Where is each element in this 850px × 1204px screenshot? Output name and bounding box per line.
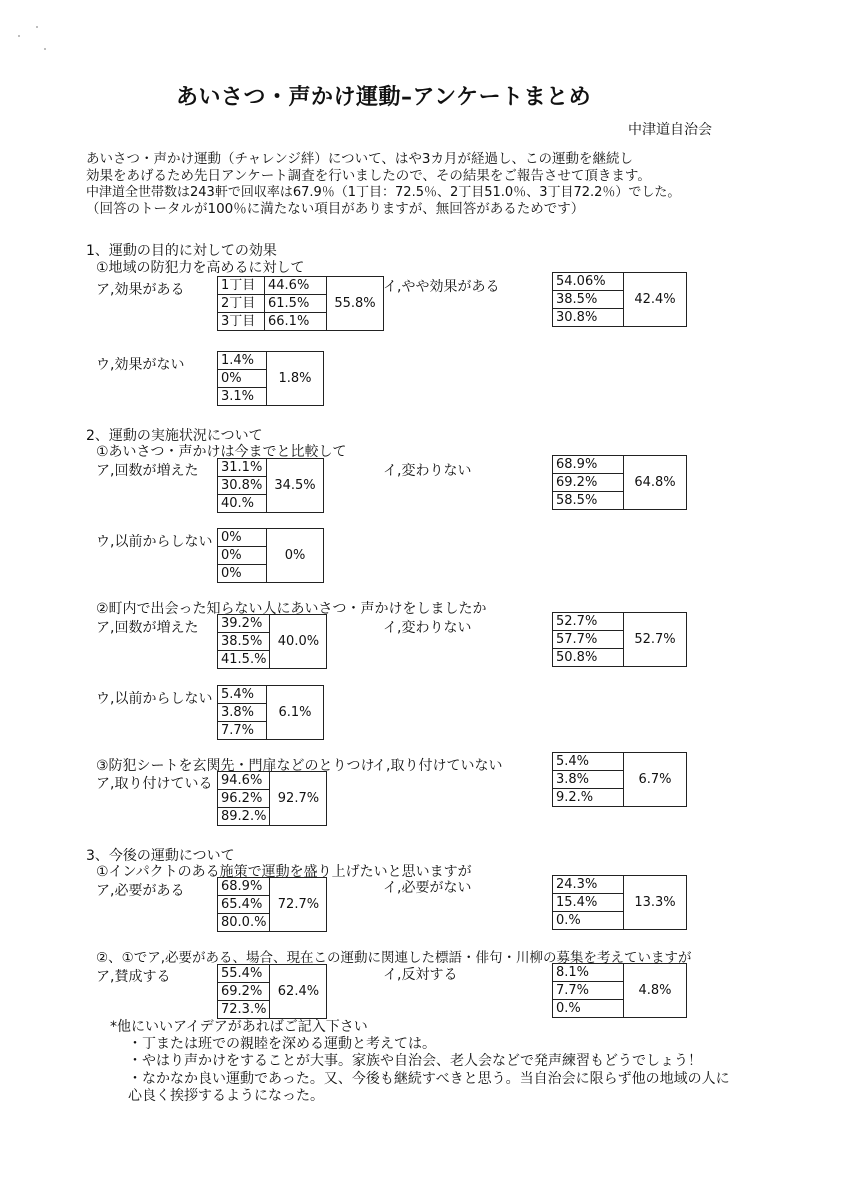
s2-q2-i-label: イ,変わりない: [383, 620, 472, 636]
s1-a-label: ア,効果がある: [96, 282, 185, 298]
table-row: [218, 772, 327, 790]
value-cell: 30.8%: [553, 309, 624, 327]
table-row: [553, 876, 687, 894]
total-cell: 42.4%: [624, 273, 687, 327]
value-cell: 5.4%: [218, 686, 267, 704]
value-cell: 0%: [218, 565, 267, 583]
s3-q2-i-table: [552, 963, 687, 1018]
value-cell: 44.6%: [265, 277, 327, 295]
value-cell: 41.5.%: [218, 651, 270, 669]
total-cell: 6.1%: [267, 686, 324, 740]
s2-q1-a-label: ア,回数が増えた: [96, 463, 199, 479]
s2-q1-i-table: [552, 455, 687, 510]
s2-q1-i-label: イ,変わりない: [383, 463, 472, 479]
value-cell: 52.7%: [553, 613, 624, 631]
value-cell: 3.8%: [553, 771, 624, 789]
idea-item: ・丁または班での親睦を深める運動と考えては。: [128, 1036, 436, 1052]
intro-line-4: （回答のトータルが100％に満たない項目がありますが、無回答があるためです）: [86, 201, 585, 217]
s1-u-label: ウ,効果がない: [96, 357, 185, 373]
value-cell: 69.2%: [553, 474, 624, 492]
intro-line-2: 効果をあげるため先日アンケート調査を行いましたので、その結果をご報告させて頂きます。: [86, 168, 651, 184]
total-cell: 64.8%: [624, 456, 687, 510]
value-cell: 80.0.%: [218, 914, 270, 932]
total-cell: 52.7%: [624, 613, 687, 667]
section-1-question-1: ①地域の防犯力を高めるに対して: [96, 260, 305, 276]
s1-i-label: イ,やや効果がある: [383, 279, 500, 295]
table-row: [553, 273, 687, 291]
value-cell: 0%: [218, 529, 267, 547]
table-row: [218, 459, 324, 477]
value-cell: 55.4%: [218, 965, 270, 983]
idea-item: ・なかなか良い運動であった。又、今後も継続すべきと思う。当自治会に限らず他の地域の人に: [128, 1071, 730, 1087]
table-row: [218, 686, 324, 704]
value-cell: 57.7%: [553, 631, 624, 649]
s2-q3-a-label: ア,取り付けている: [96, 776, 213, 792]
value-cell: 0%: [218, 370, 267, 388]
s2-q2-u-label: ウ,以前からしない: [96, 691, 213, 707]
value-cell: 39.2%: [218, 615, 270, 633]
value-cell: 8.1%: [553, 964, 624, 982]
value-cell: 0.%: [553, 912, 624, 930]
table-row: [218, 615, 327, 633]
s3-q1-a-label: ア,必要がある: [96, 883, 185, 899]
table-row: [553, 613, 687, 631]
value-cell: 3.1%: [218, 388, 267, 406]
value-cell: 61.5%: [265, 295, 327, 313]
table-row: [218, 878, 327, 896]
value-cell: 65.4%: [218, 896, 270, 914]
value-cell: 0.%: [553, 1000, 624, 1018]
value-cell: 96.2%: [218, 790, 270, 808]
section-2-question-2: ②町内で出会った知らない人にあいさつ・声かけをしましたか: [96, 601, 487, 617]
s1-a-table: [217, 276, 384, 331]
s3-q1-i-table: [552, 875, 687, 930]
value-cell: 7.7%: [553, 982, 624, 1000]
intro-line-3: 中津道全世帯数は243軒で回収率は67.9％（1丁目：72.5％、2丁目51.0％、3丁目72.2％）でした。: [86, 185, 681, 200]
section-2-question-1: ①あいさつ・声かけは今までと比較して: [96, 444, 347, 460]
total-cell: 92.7%: [270, 772, 327, 826]
s1-u-table: [217, 351, 324, 406]
s3-q1-i-label: イ,必要がない: [383, 880, 472, 896]
value-cell: 68.9%: [218, 878, 270, 896]
value-cell: 0%: [218, 547, 267, 565]
table-row: [218, 277, 384, 295]
s2-q1-u-table: [217, 528, 324, 583]
total-cell: 13.3%: [624, 876, 687, 930]
idea-item: 心良く挨拶するようになった。: [128, 1088, 324, 1104]
s2-q2-u-table: [217, 685, 324, 740]
scan-speck: [36, 26, 38, 28]
chome-cell: 3丁目: [218, 313, 265, 331]
value-cell: 54.06%: [553, 273, 624, 291]
section-2-question-3: ③防犯シートを玄関先・門扉などのとりつけ: [96, 758, 375, 774]
page-title: あいさつ・声かけ運動–アンケートまとめ: [176, 85, 592, 110]
s3-q2-a-table: [217, 964, 327, 1019]
value-cell: 58.5%: [553, 492, 624, 510]
section-1-heading: 1、運動の目的に対しての効果: [86, 243, 277, 259]
value-cell: 40.%: [218, 495, 267, 513]
s2-q3-i-table: [552, 752, 687, 807]
s2-q1-a-table: [217, 458, 324, 513]
table-row: [553, 964, 687, 982]
value-cell: 50.8%: [553, 649, 624, 667]
value-cell: 15.4%: [553, 894, 624, 912]
total-cell: 62.4%: [270, 965, 327, 1019]
value-cell: 30.8%: [218, 477, 267, 495]
section-3-question-2: ②、①でア,必要がある、場合、現在この運動に関連した標語・俳句・川柳の募集を考えていますが: [96, 950, 692, 966]
value-cell: 5.4%: [553, 753, 624, 771]
value-cell: 24.3%: [553, 876, 624, 894]
s3-q1-a-table: [217, 877, 327, 932]
value-cell: 66.1%: [265, 313, 327, 331]
idea-item: ・やはり声かけをすることが大事。家族や自治会、老人会などで発声練習もどうでしょう！: [128, 1053, 702, 1069]
ideas-heading: *他にいいアイデアがあればご記入下さい: [110, 1019, 368, 1035]
scan-speck: [18, 35, 20, 37]
s2-q3-i-label: イ,取り付けていない: [372, 758, 503, 774]
s2-q1-u-label: ウ,以前からしない: [96, 534, 213, 550]
value-cell: 68.9%: [553, 456, 624, 474]
total-cell: 6.7%: [624, 753, 687, 807]
s3-q2-i-label: イ,反対する: [383, 967, 458, 983]
value-cell: 69.2%: [218, 983, 270, 1001]
value-cell: 9.2.%: [553, 789, 624, 807]
s2-q2-a-table: [217, 614, 327, 669]
table-row: [218, 529, 324, 547]
s2-q2-a-label: ア,回数が増えた: [96, 620, 199, 636]
section-2-heading: 2、運動の実施状況について: [86, 428, 263, 444]
table-row: [218, 965, 327, 983]
s1-i-table: [552, 272, 687, 327]
value-cell: 38.5%: [218, 633, 270, 651]
scan-speck: [44, 48, 46, 50]
section-3-heading: 3、今後の運動について: [86, 848, 235, 864]
table-row: [553, 456, 687, 474]
value-cell: 72.3.%: [218, 1001, 270, 1019]
value-cell: 3.8%: [218, 704, 267, 722]
section-3-question-1: ①インパクトのある施策で運動を盛り上げたいと思いますが: [96, 864, 472, 880]
total-cell: 0%: [267, 529, 324, 583]
value-cell: 1.4%: [218, 352, 267, 370]
organization-name: 中津道自治会: [628, 122, 712, 138]
total-cell: 55.8%: [327, 277, 384, 331]
total-cell: 40.0%: [270, 615, 327, 669]
value-cell: 31.1%: [218, 459, 267, 477]
total-cell: 34.5%: [267, 459, 324, 513]
value-cell: 94.6%: [218, 772, 270, 790]
total-cell: 4.8%: [624, 964, 687, 1018]
table-row: [218, 352, 324, 370]
value-cell: 89.2.%: [218, 808, 270, 826]
total-cell: 72.7%: [270, 878, 327, 932]
total-cell: 1.8%: [267, 352, 324, 406]
table-row: [553, 753, 687, 771]
value-cell: 7.7%: [218, 722, 267, 740]
chome-cell: 2丁目: [218, 295, 265, 313]
s2-q2-i-table: [552, 612, 687, 667]
chome-cell: 1丁目: [218, 277, 265, 295]
s2-q3-a-table: [217, 771, 327, 826]
value-cell: 38.5%: [553, 291, 624, 309]
s3-q2-a-label: ア,賛成する: [96, 969, 171, 985]
intro-line-1: あいさつ・声かけ運動（チャレンジ絆）について、はや3カ月が経過し、この運動を継続し: [86, 151, 633, 167]
